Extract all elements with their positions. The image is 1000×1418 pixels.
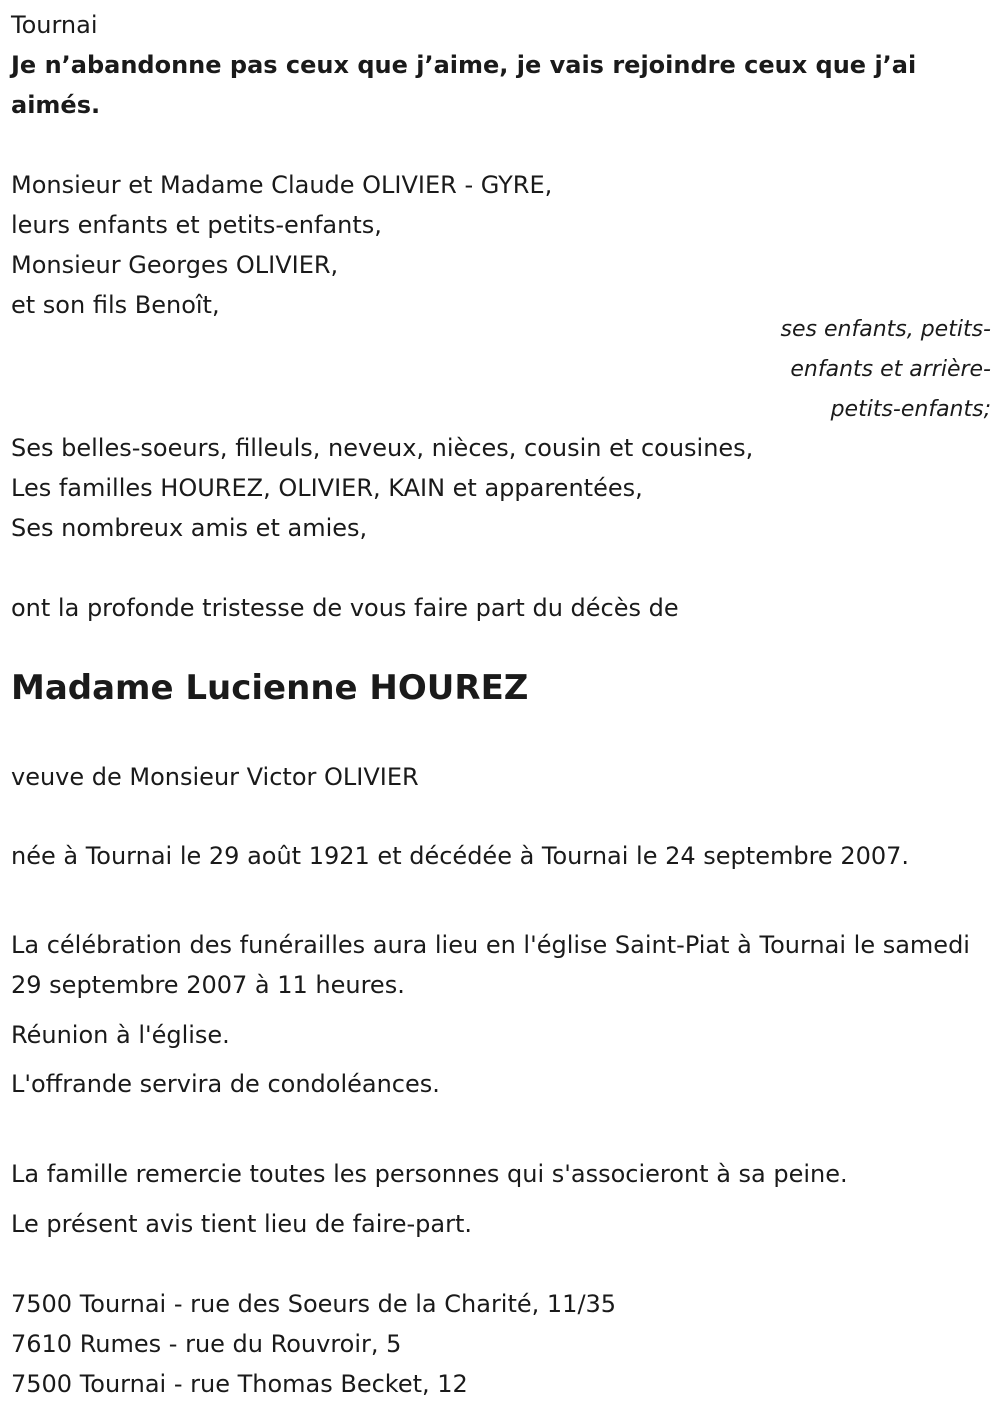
mourner-line-3: Monsieur Georges OLIVIER,: [11, 251, 339, 279]
descendants-block: [11, 310, 991, 430]
deceased-name: Madame Lucienne HOUREZ: [11, 668, 529, 708]
mourner-line-1: Monsieur et Madame Claude OLIVIER - GYRE,: [11, 171, 553, 199]
city-heading: Tournai: [11, 11, 98, 39]
opening-quote: Je n’abandonne pas ceux que j’aime, je vais rejoindre ceux que j’ai aimés.: [11, 51, 917, 119]
address-line-1: 7500 Tournai - rue des Soeurs de la Charité, 11/35: [11, 1290, 617, 1318]
mourner-line-2: leurs enfants et petits-enfants,: [11, 211, 382, 239]
offering-note: L'offrande servira de condoléances.: [11, 1070, 440, 1098]
relatives-line-3: Ses nombreux amis et amies,: [11, 514, 368, 542]
relatives-line-1: Ses belles-soeurs, filleuls, neveux, nièces, cousin et cousines,: [11, 434, 754, 462]
birth-death-dates: née à Tournai le 29 août 1921 et décédée à Tournai le 24 septembre 2007.: [11, 842, 910, 870]
announcement-intro: ont la profonde tristesse de vous faire part du décès de: [11, 594, 679, 622]
family-thanks: La famille remercie toutes les personnes qui s'associeront à sa peine.: [11, 1160, 848, 1188]
descendants-line-1: ses enfants, petits-: [780, 317, 991, 342]
address-line-2: 7610 Rumes - rue du Rouvroir, 5: [11, 1330, 402, 1358]
descendants-line-2: enfants et arrière-: [790, 357, 991, 382]
address-line-3: 7500 Tournai - rue Thomas Becket, 12: [11, 1370, 468, 1398]
descendants-line-3: petits-enfants;: [830, 397, 991, 422]
widow-of: veuve de Monsieur Victor OLIVIER: [11, 763, 419, 791]
notice-statement: Le présent avis tient lieu de faire-part.: [11, 1210, 473, 1238]
relatives-line-2: Les familles HOUREZ, OLIVIER, KAIN et apparentées,: [11, 474, 643, 502]
mourner-line-4: et son fils Benoît,: [11, 291, 220, 319]
meeting-place: Réunion à l'église.: [11, 1021, 230, 1049]
funeral-details: La célébration des funérailles aura lieu en l'église Saint-Piat à Tournai le samedi 29 septembre 2007 à 11 heures.: [11, 931, 970, 999]
